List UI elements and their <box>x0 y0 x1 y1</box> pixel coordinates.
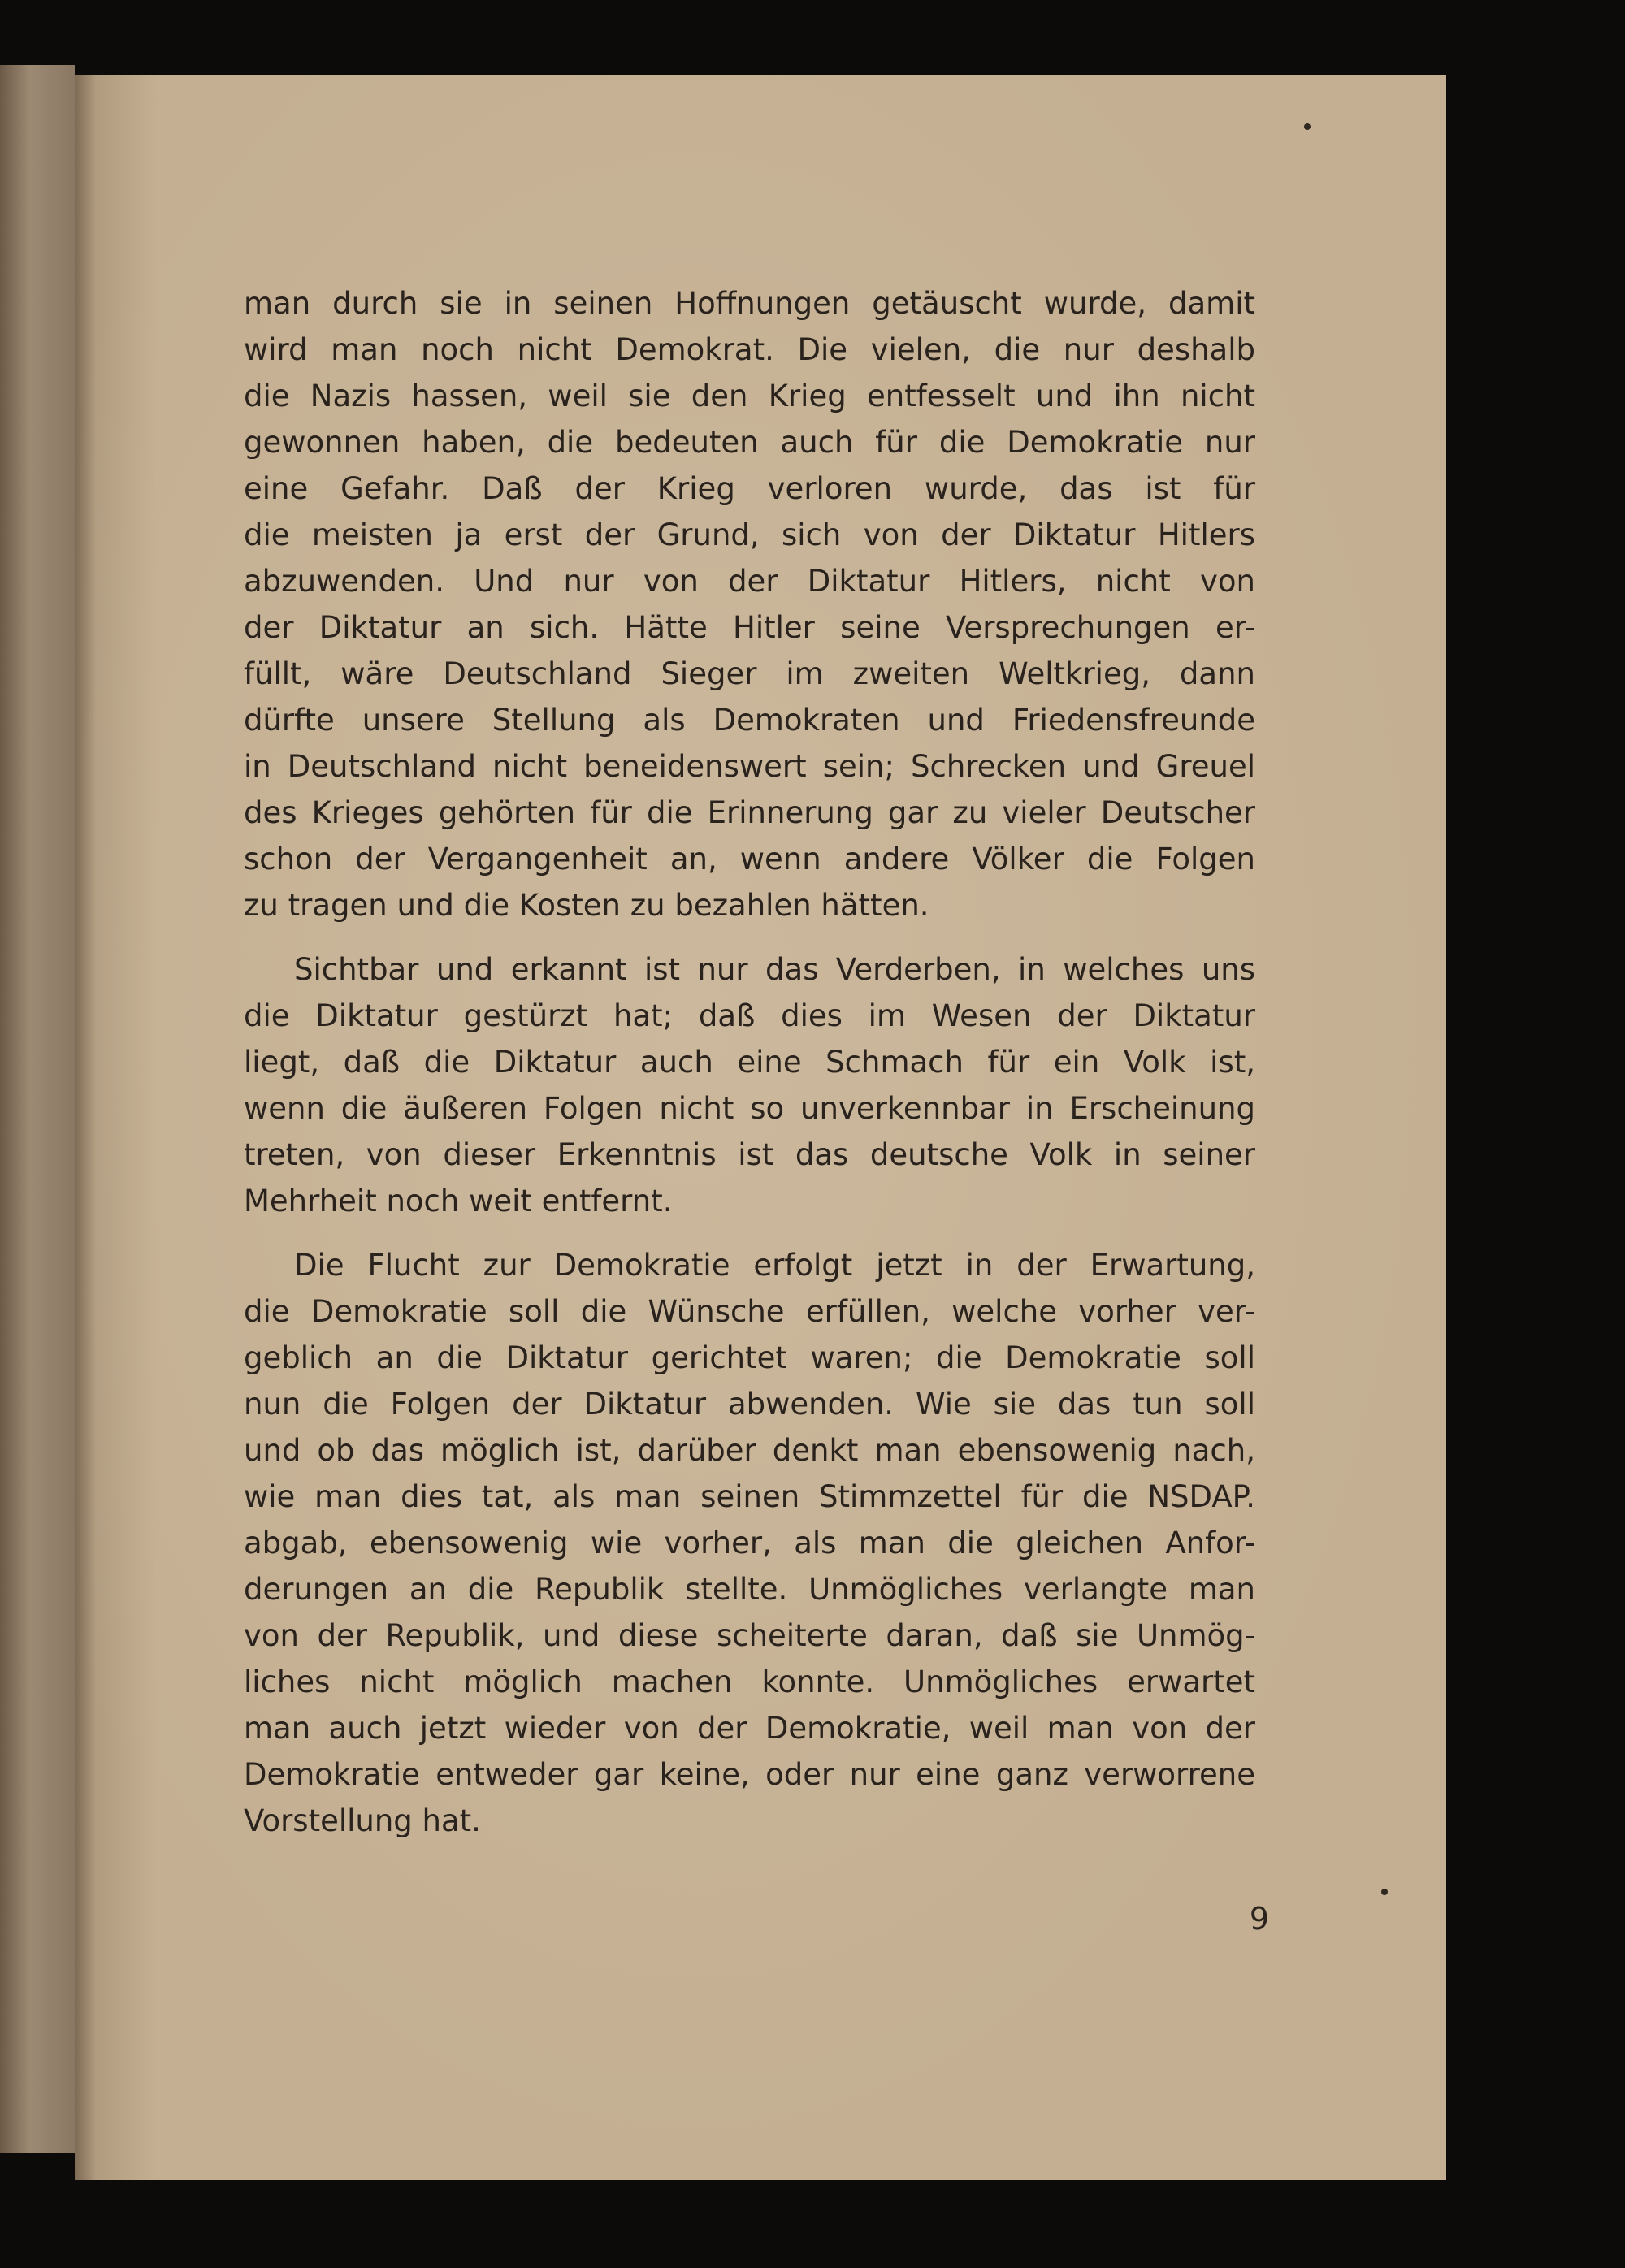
text-line: treten, von dieser Erkenntnis ist das deutsche Volk in seiner <box>244 1137 1255 1172</box>
text-line: wie man dies tat, als man seinen Stimmzettel für die NSDAP. <box>244 1479 1255 1514</box>
text-line: wird man noch nicht Demokrat. Die vielen, die nur deshalb <box>244 332 1255 367</box>
text-line: nun die Folgen der Diktatur abwenden. Wie sie das tun soll <box>244 1387 1255 1422</box>
text-line: derungen an die Republik stellte. Unmögliches verlangte man <box>244 1572 1255 1607</box>
text-line: abgab, ebensowenig wie vorher, als man die gleichen Anfor- <box>244 1526 1255 1560</box>
text-line: Mehrheit noch weit entfernt. <box>244 1184 673 1218</box>
paragraph <box>244 1242 1255 1844</box>
text-line: Demokratie entweder gar keine, oder nur eine ganz verworrene <box>244 1757 1255 1792</box>
paragraph <box>244 280 1255 928</box>
text-line: liches nicht möglich machen konnte. Unmögliches erwartet <box>244 1664 1255 1699</box>
text-line: dürfte unsere Stellung als Demokraten und Friedensfreunde <box>244 703 1255 738</box>
text-line: schon der Vergangenheit an, wenn andere Völker die Folgen <box>244 842 1255 876</box>
text-line: wenn die äußeren Folgen nicht so unverkennbar in Erscheinung <box>244 1091 1255 1126</box>
text-line: man auch jetzt wieder von der Demokratie, weil man von der <box>244 1711 1255 1746</box>
facing-page-edge <box>0 65 75 2153</box>
text-line: die Diktatur gestürzt hat; daß dies im Wesen der Diktatur <box>244 998 1255 1033</box>
text-line: und ob das möglich ist, darüber denkt man ebensowenig nach, <box>244 1433 1255 1468</box>
text-line: Sichtbar und erkannt ist nur das Verderben, in welches uns <box>294 952 1255 987</box>
text-line: des Krieges gehörten für die Erinnerung gar zu vieler Deutscher <box>244 795 1255 830</box>
paper-speck <box>1381 1889 1388 1895</box>
text-line: zu tragen und die Kosten zu bezahlen hätten. <box>244 888 930 923</box>
text-line: eine Gefahr. Daß der Krieg verloren wurde, das ist für <box>244 471 1255 506</box>
paragraph <box>244 946 1255 1224</box>
text-line: die Demokratie soll die Wünsche erfüllen, welche vorher ver- <box>244 1294 1255 1329</box>
text-line: Vorstellung hat. <box>244 1803 481 1838</box>
text-line: die meisten ja erst der Grund, sich von der Diktatur Hitlers <box>244 517 1255 552</box>
paper-speck <box>1304 123 1311 130</box>
page-gutter-shadow <box>75 75 96 2180</box>
text-line: in Deutschland nicht beneidenswert sein; Schrecken und Greuel <box>244 749 1255 784</box>
text-line: Die Flucht zur Demokratie erfolgt jetzt in der Erwartung, <box>294 1248 1255 1283</box>
body-text <box>244 280 1255 1844</box>
page-number: 9 <box>1249 1901 1270 1937</box>
text-line: füllt, wäre Deutschland Sieger im zweiten Weltkrieg, dann <box>244 656 1255 691</box>
text-line: geblich an die Diktatur gerichtet waren; die Demokratie soll <box>244 1340 1255 1375</box>
text-line: abzuwenden. Und nur von der Diktatur Hitlers, nicht von <box>244 564 1255 599</box>
text-line: liegt, daß die Diktatur auch eine Schmach für ein Volk ist, <box>244 1045 1255 1080</box>
text-line: von der Republik, und diese scheiterte daran, daß sie Unmög- <box>244 1618 1255 1653</box>
text-line: die Nazis hassen, weil sie den Krieg entfesselt und ihn nicht <box>244 379 1255 413</box>
text-line: der Diktatur an sich. Hätte Hitler seine Versprechungen er- <box>244 610 1255 645</box>
text-line: man durch sie in seinen Hoffnungen getäuscht wurde, damit <box>244 286 1255 321</box>
text-line: gewonnen haben, die bedeuten auch für die Demokratie nur <box>244 425 1255 460</box>
